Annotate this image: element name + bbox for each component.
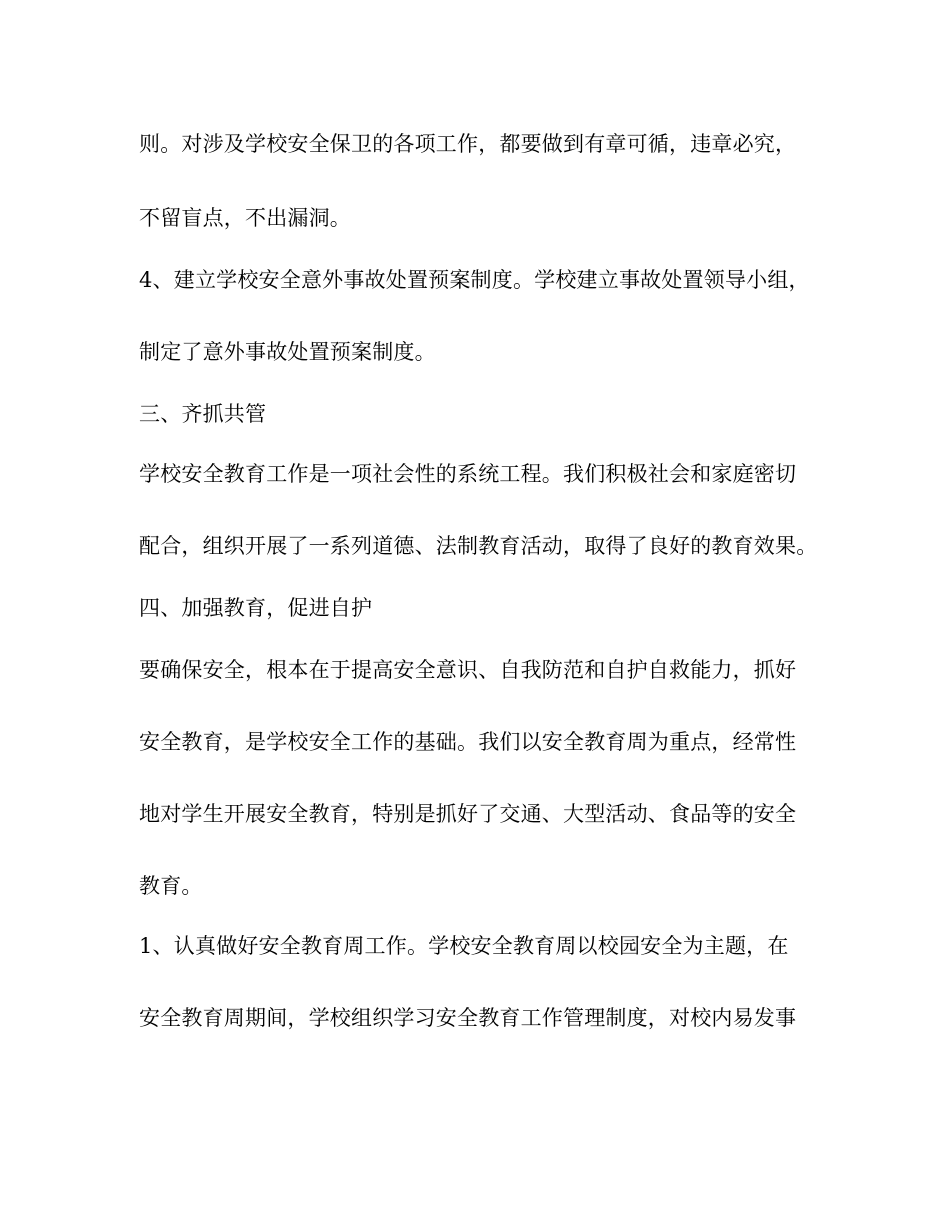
text-line: 则。对涉及学校安全保卫的各项工作，都要做到有章可循，违章必究， bbox=[139, 132, 797, 156]
text-line: 不留盲点，不出漏洞。 bbox=[139, 206, 351, 230]
text-line: 学校安全教育工作是一项社会性的系统工程。我们积极社会和家庭密切 bbox=[139, 462, 797, 486]
text-line: 地对学生开展安全教育，特别是抓好了交通、大型活动、食品等的安全 bbox=[139, 802, 797, 826]
text-line: 1、认真做好安全教育周工作。学校安全教育周以校园安全为主题，在 bbox=[139, 934, 789, 958]
text-line: 制定了意外事故处置预案制度。 bbox=[139, 340, 436, 364]
text-line: 4、建立学校安全意外事故处置预案制度。学校建立事故处置领导小组， bbox=[139, 268, 810, 292]
text-line: 教育。 bbox=[139, 874, 203, 898]
text-line: 配合，组织开展了一系列道德、法制教育活动，取得了良好的教育效果。 bbox=[139, 534, 818, 558]
text-line: 安全教育，是学校安全工作的基础。我们以安全教育周为重点，经常性 bbox=[139, 730, 797, 754]
text-line: 安全教育周期间，学校组织学习安全教育工作管理制度，对校内易发事 bbox=[139, 1006, 797, 1030]
section-heading: 四、加强教育，促进自护 bbox=[139, 596, 373, 620]
text-line: 要确保安全，根本在于提高安全意识、自我防范和自护自救能力，抓好 bbox=[139, 658, 797, 682]
section-heading: 三、齐抓共管 bbox=[139, 402, 267, 426]
